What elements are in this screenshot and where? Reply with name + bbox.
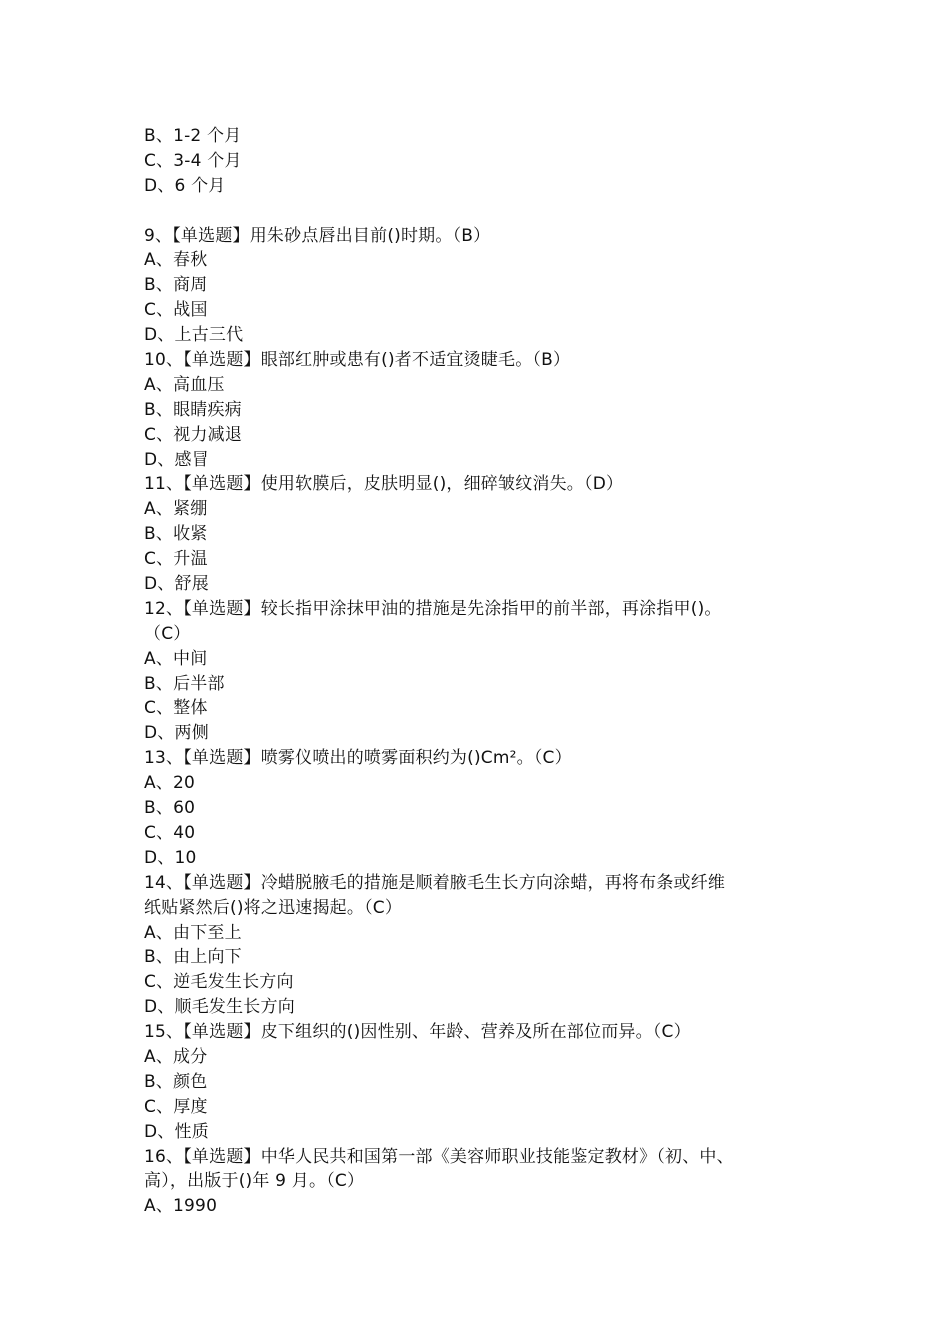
option-line: D、上古三代 [144, 325, 244, 346]
option-line: B、眼睛疾病 [144, 399, 242, 420]
option-line: D、性质 [144, 1121, 209, 1142]
question-text: 11、【单选题】使用软膜后，皮肤明显()，细碎皱纹消失。（D） [144, 474, 624, 495]
option-line: B、后半部 [144, 673, 225, 694]
blank-line [144, 199, 824, 224]
question-block [144, 597, 824, 746]
document-page [144, 124, 824, 1219]
option-line: A、高血压 [144, 374, 225, 395]
option-line: A、紧绷 [144, 499, 208, 520]
question-text: 12、【单选题】较长指甲涂抹甲油的措施是先涂指甲的前半部，再涂指甲()。 [144, 598, 722, 619]
option-line: D、两侧 [144, 723, 209, 744]
question-block [144, 224, 824, 348]
option-line: C、战国 [144, 300, 208, 321]
option-line: C、逆毛发生长方向 [144, 972, 294, 993]
option-line: B、1-2 个月 [144, 126, 242, 146]
question-block [144, 746, 824, 870]
option-line: D、10 [144, 847, 197, 868]
question-text-continued: （C） [144, 623, 191, 644]
question-block [144, 348, 824, 472]
option-line: C、3-4 个月 [144, 150, 242, 171]
option-line: C、视力减退 [144, 424, 243, 445]
option-line: A、20 [144, 773, 196, 794]
question-text: 14、【单选题】冷蜡脱腋毛的措施是顺着腋毛生长方向涂蜡，再将布条或纤维 [144, 872, 726, 893]
question-text-continued: 纸贴紧然后()将之迅速揭起。（C） [144, 897, 403, 918]
option-line: B、颜色 [144, 1071, 208, 1092]
question-block [144, 472, 824, 596]
question-block [144, 1145, 824, 1220]
option-line: A、中间 [144, 648, 208, 669]
lead-options [144, 124, 824, 199]
option-line: B、由上向下 [144, 947, 242, 968]
option-line: C、40 [144, 822, 196, 843]
question-text: 15、【单选题】皮下组织的()因性别、年龄、营养及所在部位而异。（C） [144, 1022, 691, 1043]
option-line: C、升温 [144, 549, 208, 570]
option-line: D、舒展 [144, 574, 209, 595]
question-text: 9、【单选题】用朱砂点唇出目前()时期。（B） [144, 225, 491, 246]
option-line: D、顺毛发生长方向 [144, 997, 295, 1018]
question-text: 16、【单选题】中华人民共和国第一部《美容师职业技能鉴定教材》（初、中、 [144, 1146, 734, 1167]
option-line: B、收紧 [144, 524, 208, 545]
question-text-continued: 高），出版于()年 9 月。（C） [144, 1171, 365, 1192]
option-line: B、60 [144, 798, 196, 819]
option-line: D、感冒 [144, 449, 209, 470]
option-line: C、厚度 [144, 1096, 208, 1117]
option-line: B、商周 [144, 275, 208, 296]
question-text: 13、【单选题】喷雾仪喷出的喷雾面积约为()Cm²。（C） [144, 748, 572, 769]
option-line: D、6 个月 [144, 175, 226, 196]
option-line: A、成分 [144, 1046, 208, 1067]
option-line: A、1990 [144, 1196, 218, 1217]
question-text: 10、【单选题】眼部红肿或患有()者不适宜烫睫毛。（B） [144, 350, 571, 371]
question-block [144, 1020, 824, 1144]
option-line: A、春秋 [144, 250, 208, 271]
question-block [144, 871, 824, 1020]
option-line: A、由下至上 [144, 922, 242, 943]
option-line: C、整体 [144, 698, 208, 719]
